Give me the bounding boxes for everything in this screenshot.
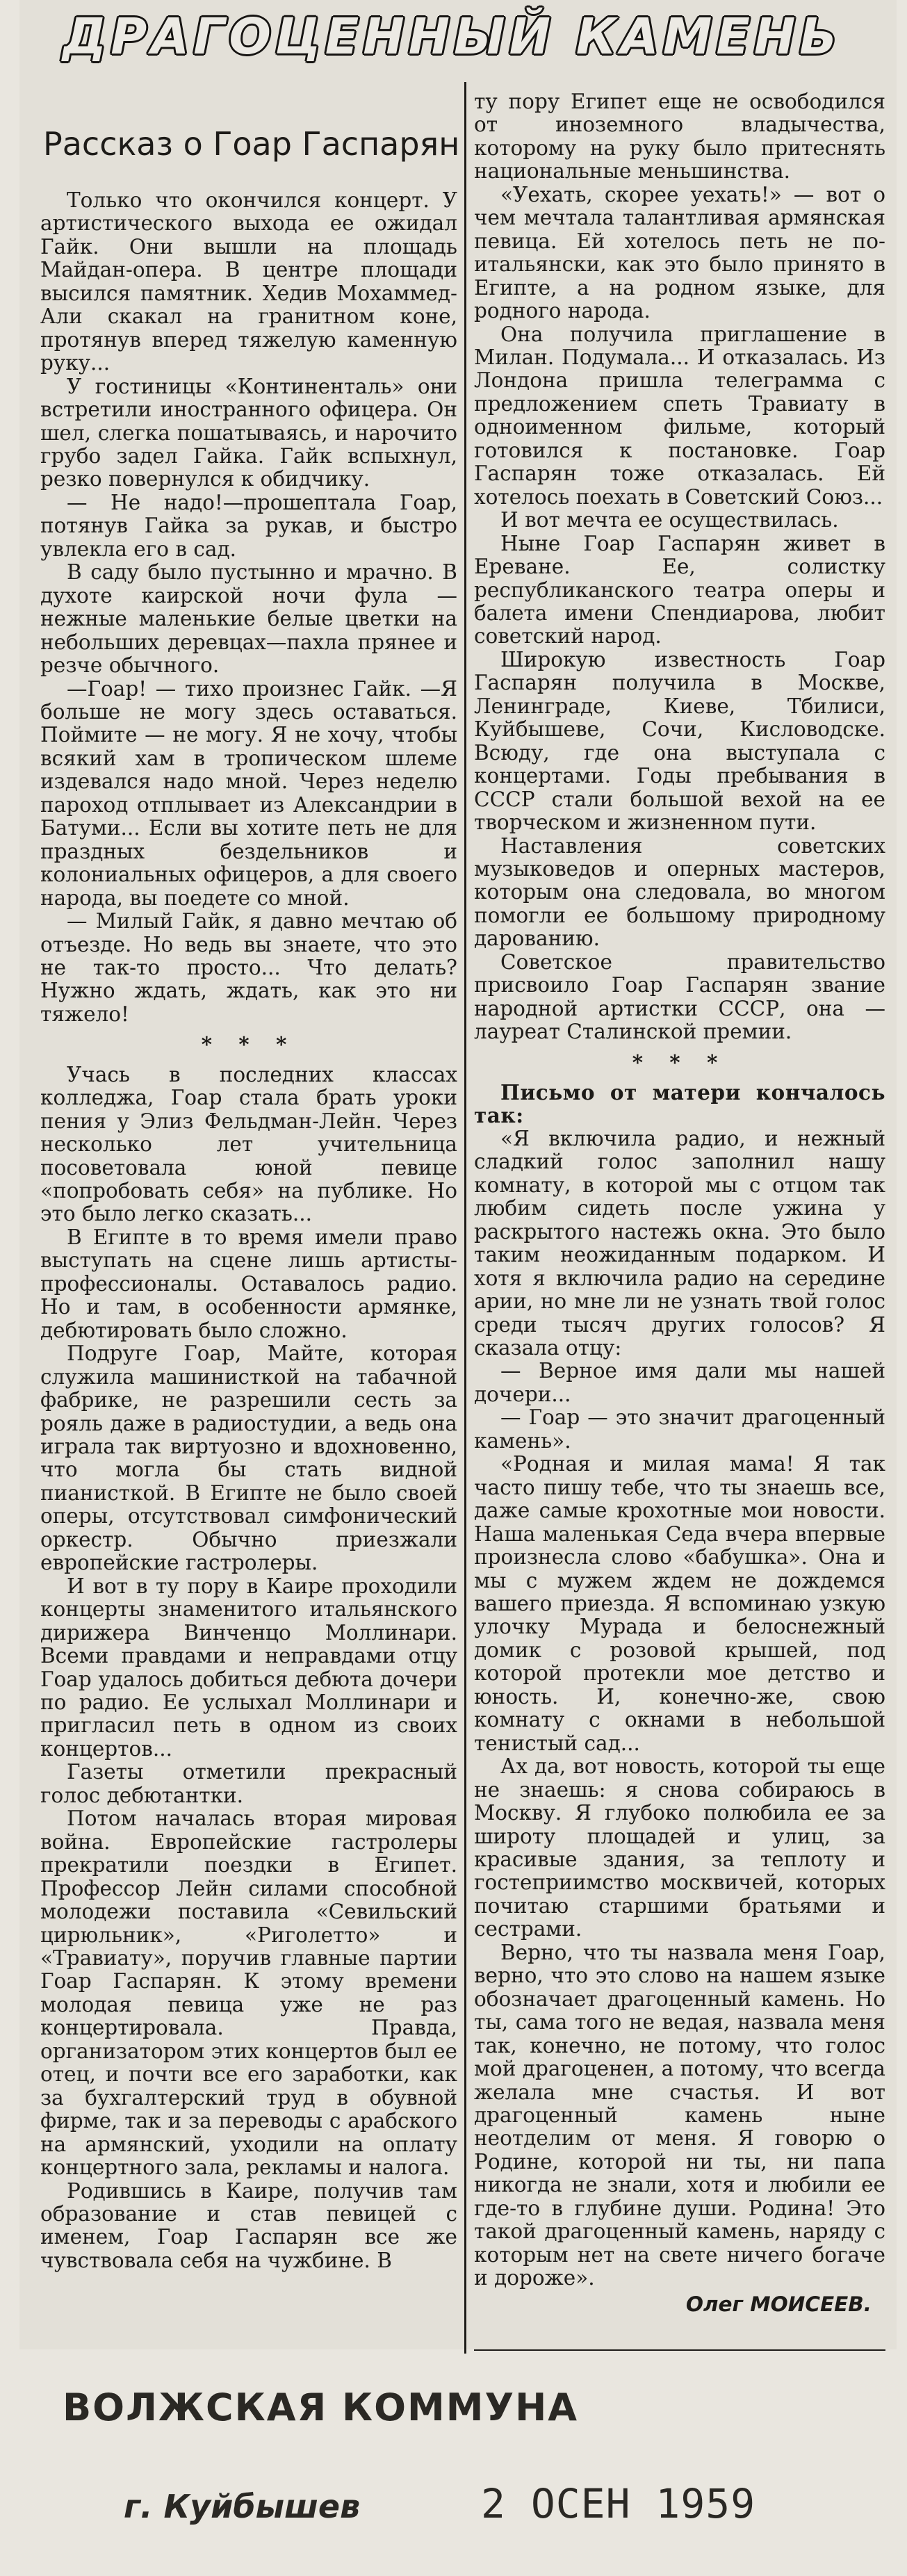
- paragraph: — Милый Гайк, я давно мечтаю об отъезде. Но ведь вы знаете, что это не так-то просто... Что делать? Нужно ждать, ждать, как это ни тяжело!: [40, 909, 457, 1026]
- paragraph: Учась в последних классах колледжа, Гоар стала брать уроки пения у Элиз Фельдман-Лейн. Через несколько лет учительница посоветовала юной певице «попробовать себя» на публике. Но это было легко сказать...: [40, 1062, 457, 1226]
- newspaper-name-stamp: ВОЛЖСКАЯ КОММУНА: [63, 2386, 579, 2429]
- paragraph: — Верное имя дали мы нашей дочери...: [474, 1359, 885, 1406]
- paragraph: Она получила приглашение в Милан. Подумала... И отказалась. Из Лондона пришла телеграмма с предложением спеть Травиату в одноименном фильме, который готовился к постановке. Гоар Гаспарян тоже отказалась. Ей хотелось поехать в Советский Союз...: [474, 322, 885, 509]
- paragraph: «Родная и милая мама! Я так часто пишу тебе, что ты знаешь все, даже самые крохотные мои новости. Наша маленькая Седа вчера впервые произнесла слово «бабушка». Она и мы с мужем ждем не дождемся вашего приезда. Я вспоминаю узкую улочку Мурада и белоснежный домик с розовой крышей, под которой протекли мое детство и юность. И, конечно-же, свою комнату с окнами в небольшой тенистый сад...: [474, 1452, 885, 1755]
- author-signature: Олег МОИСЕЕВ.: [685, 2292, 872, 2316]
- paragraph: —Гоар! — тихо произнес Гайк. —Я больше не могу здесь оставаться. Поймите — не могу. Я не хочу, чтобы всякий хам в тропическом шлеме издевался надо мной. Через неделю пароход отплывает из Александрии в Батуми... Если вы хотите петь не для праздных бездельников и колониальных офицеров, а для своего народа, вы поедете со мной.: [40, 676, 457, 910]
- paragraph: Наставления советских музыковедов и оперных мастеров, которым она следовала, во многом помогли ее большому природному дарованию.: [474, 833, 885, 951]
- section-separator: * * *: [201, 1032, 297, 1057]
- article-column-left: [40, 189, 457, 2330]
- paragraph: У гостиницы «Континенталь» они встретили иностранного офицера. Он шел, слегка пошатываясь, и нарочито грубо задел Гайка. Гайк вспыхнул, резко повернулся к обидчику.: [40, 374, 457, 491]
- paragraph: Только что окончился концерт. У артистического выхода ее ожидал Гайк. Они вышли на площадь Майдан-опера. В центре площади высился памятник. Хедив Мохаммед-Али скакал на гранитном коне, протянув вперед тяжелую каменную руку...: [40, 188, 457, 375]
- article-subtitle: Рассказ о Гоар Гаспарян: [43, 125, 460, 163]
- paragraph: В Египте в то время имели право выступать на сцене лишь артисты-профессионалы. Оставалось радио. Но и там, в особенности армянке, дебютировать было сложно.: [40, 1225, 457, 1342]
- paragraph: Родившись в Каире, получив там образование и став певицей с именем, Гоар Гаспарян все же чувствовала себя на чужбине. В: [40, 2178, 457, 2272]
- paragraph: И вот мечта ее осуществилась.: [500, 508, 839, 532]
- paragraph: Подруге Гоар, Майте, которая служила машинисткой на табачной фабрике, не разрешили сесть за рояль даже в радиостудии, а ведь она играла так виртуозно и вдохновенно, что могла бы стать видной пианисткой. В Египте не было своей оперы, отсутствовал симфонический оркестр. Обычно приезжали европейские гастролеры.: [40, 1342, 457, 1575]
- paragraph: Советское правительство присвоило Гоар Гаспарян звание народной артистки СССР, она — лауреат Сталинской премии.: [474, 949, 885, 1044]
- paragraph: Потом началась вторая мировая война. Европейские гастролеры прекратили поездки в Египет. Профессор Лейн силами способной молодежи поставила «Севильский цирюльник», «Риголетто» и «Травиату», поручив главные партии Гоар Гаспарян. К этому времени молодая певица уже не раз концертировала. Правда, организатором этих концертов был ее отец, и почти все его заработки, как за бухгалтерский труд в обувной фирме, так и за переводы с арабского на армянский, уходили на оплату концертного зала, рекламы и налога.: [40, 1807, 457, 2180]
- city-stamp: г. Куйбышев: [124, 2488, 361, 2525]
- paragraph: ту пору Египет еще не освободился от иноземного владычества, которому на руку было притеснять национальные меньшинства.: [474, 90, 885, 184]
- paragraph: — Не надо!—прошептала Гоар, потянув Гайка за рукав, и быстро увлекла его в сад.: [40, 490, 457, 561]
- column-divider: [464, 82, 466, 2354]
- date-stamp: 2 ОСЕН 1959: [481, 2480, 756, 2527]
- paragraph: Верно, что ты назвала меня Гоар, верно, что это слово на нашем языке обозначает драгоценный камень. Но ты, сама того не ведая, назвала меня так, конечно, не потому, что голос мой драгоценен, а потому, что всегда желала мне счастья. И вот драгоценный камень ныне неотделим от меня. Я говорю о Родине, которой ни ты, ни папа никогда не знали, хотя и любили ее где-то в глубине души. Родина! Это такой драгоценный камень, наряду с которым нет на свете ничего богаче и дороже».: [474, 1940, 885, 2290]
- letter-intro: Письмо от матери кончалось так:: [474, 1080, 885, 1128]
- paragraph: «Я включила радио, и нежный сладкий голос заполнил нашу комнату, в которой мы с отцом так любим сидеть после ужина у раскрытого настежь окна. Это было таким неожиданным подарком. И хотя я включила радио на середине арии, но мне ли не узнать твой голос среди тысяч других голосов? Я сказала отцу:: [474, 1126, 885, 1360]
- paragraph: Ныне Гоар Гаспарян живет в Ереване. Ее, солистку республиканского театра оперы и балета имени Спендиарова, любит советский народ.: [474, 531, 885, 649]
- article-column-right: [474, 90, 885, 2349]
- section-separator: * * *: [632, 1050, 728, 1075]
- paragraph: Широкую известность Гоар Гаспарян получила в Москве, Ленинграде, Киеве, Тбилиси, Куйбышеве, Сочи, Кисловодске. Всюду, где она выступала с концертами. Годы пребывания в СССР стали большой вехой на ее творческом и жизненном пути.: [474, 647, 885, 835]
- paragraph: — Гоар — это значит драгоценный камень».: [474, 1405, 885, 1453]
- paragraph: Газеты отметили прекрасный голос дебютантки.: [40, 1760, 457, 1807]
- article-bottom-rule: [474, 2349, 885, 2351]
- paragraph: И вот в ту пору в Каире проходили концерты знаменитого итальянского дирижера Винченцо Моллинари. Всеми правдами и неправдами отцу Гоар удалось добиться дебюта дочери по радио. Ее услыхал Моллинари и пригласил петь в одном из своих концертов...: [40, 1574, 457, 1761]
- paragraph: «Уехать, скорее уехать!» — вот о чем мечтала талантливая армянская певица. Ей хотелось петь не по-итальянски, как это было принято в Египте, а на родном языке, для родного народа.: [474, 182, 885, 323]
- article-headline: ДРАГОЦЕННЫЙ КАМЕНЬ: [63, 8, 842, 65]
- paragraph: Ах да, вот новость, которой ты еще не знаешь: я снова собираюсь в Москву. Я глубоко полюбила ее за широту площадей и улиц, за красивые здания, за теплоту и гостеприимство москвичей, которых почитаю старшими братьями и сестрами.: [474, 1754, 885, 1941]
- paragraph: В саду было пустынно и мрачно. В духоте каирской ночи фула — нежные маленькие белые цветки на небольших деревцах—пахла прянее и резче обычного.: [40, 560, 457, 678]
